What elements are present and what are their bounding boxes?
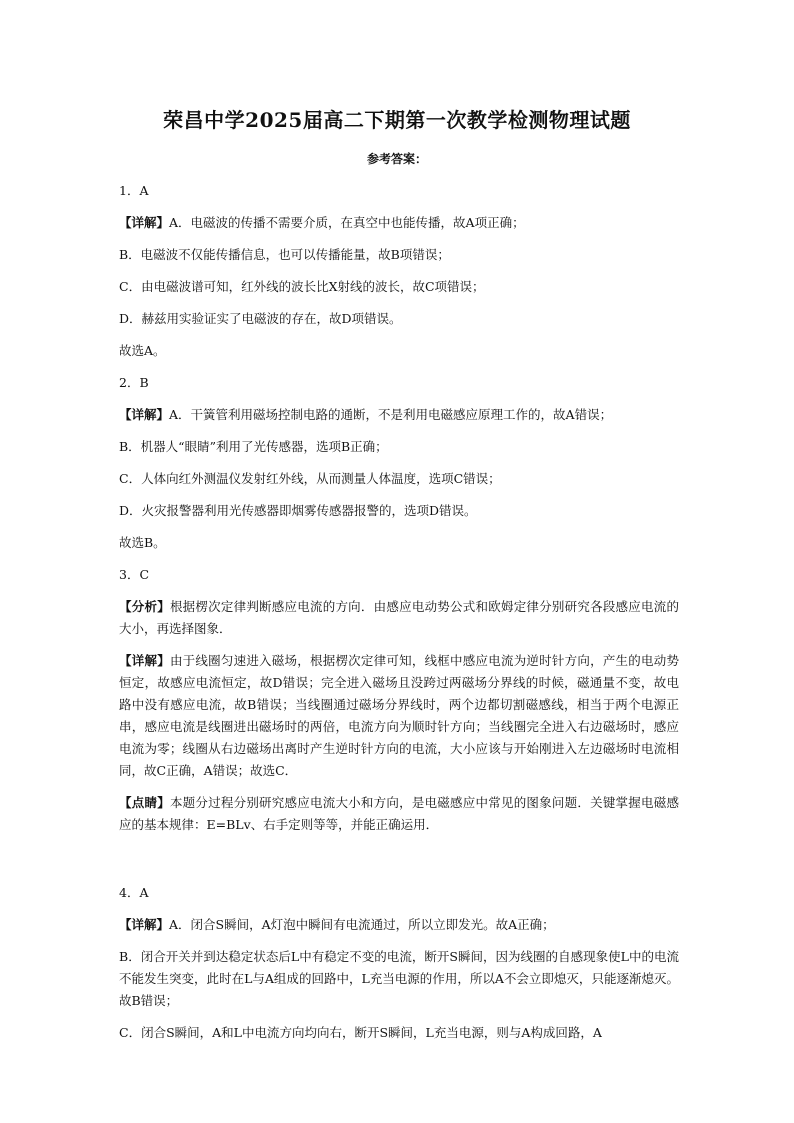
q4-option-a <box>119 914 679 936</box>
q1-detail-tag: 【详解】 <box>119 215 170 230</box>
q3-detail-text: 由于线圈匀速进入磁场，根据楞次定律可知，线框中感应电流为逆时针方向，产生的电动势恒定，故感应电流恒定，故D错误；完全进入磁场且没跨过两磁场分界线的时候，磁通量不变，故电路中没有感应电流，故B错误；当线圈通过磁场分界线时，两个边都切割磁感线，相当于两个电源正串，感应电流是线圈进出磁场时的两倍，电流方向为顺时针方向；当线圈完全进入右边磁场时，感应电流为零；线圈从右边磁场出离时产生逆时针方向的电流，大小应该与开始刚进入左边磁场时电流相同，故C正确，A错误；故选C． <box>119 653 679 778</box>
q1-option-c: C．由电磁波谱可知，红外线的波长比X射线的波长，故C项错误； <box>119 279 485 294</box>
q2-answer-number: 2．B <box>119 375 149 390</box>
q4-detail-tag: 【详解】 <box>119 917 170 932</box>
q4-answer-number: 4．A <box>119 885 149 900</box>
q1-option-d: D．赫兹用实验证实了电磁波的存在，故D项错误。 <box>119 311 402 326</box>
q2-option-b: B．机器人“眼睛”利用了光传感器，选项B正确； <box>119 439 388 454</box>
document-title: 荣昌中学2025届高二下期第一次教学检测物理试题 <box>163 108 631 132</box>
q1-answer-number: 1．A <box>119 183 149 198</box>
q3-comment <box>119 792 679 836</box>
q3-comment-tag: 【点睛】 <box>119 795 170 810</box>
q2-conclusion: 故选B。 <box>119 535 166 550</box>
q2-option-a <box>119 404 679 426</box>
q4-option-b: B．闭合开关并到达稳定状态后L中有稳定不变的电流，断开S瞬间，因为线圈的自感现象使L中的电流不能发生突变，此时在L与A组成的回路中，L充当电源的作用，所以A不会立即熄灭，只能逐渐熄灭。故B错误； <box>119 949 679 1008</box>
q4-option-c: C．闭合S瞬间，A和L中电流方向均向右，断开S瞬间，L充当电源，则与A构成回路，A <box>119 1025 602 1040</box>
q1-option-b: B．电磁波不仅能传播信息，也可以传播能量，故B项错误； <box>119 247 450 262</box>
section-spacer <box>119 846 679 882</box>
answer-key-heading: 参考答案： <box>366 152 427 166</box>
answer-content <box>119 180 679 1054</box>
q3-analysis <box>119 596 679 640</box>
q2-detail-tag: 【详解】 <box>119 407 170 422</box>
q1-option-a-text: A．电磁波的传播不需要介质，在真空中也能传播，故A项正确； <box>169 215 525 230</box>
q2-option-c: C．人体向红外测温仪发射红外线，从而测量人体温度，选项C错误； <box>119 471 501 486</box>
q3-analysis-text: 根据楞次定律判断感应电流的方向．由感应电动势公式和欧姆定律分别研究各段感应电流的大小，再选择图象． <box>119 599 679 636</box>
q1-option-a <box>119 212 679 234</box>
q3-answer-number: 3．C <box>119 567 150 582</box>
q3-detail <box>119 650 679 782</box>
q3-comment-text: 本题分过程分别研究感应电流大小和方向，是电磁感应中常见的图象问题．关键掌握电磁感应的基本规律：E=BLv、右手定则等等，并能正确运用． <box>119 795 679 832</box>
q4-option-a-text: A．闭合S瞬间，A灯泡中瞬间有电流通过，所以立即发光。故A正确； <box>169 917 555 932</box>
q3-detail-tag: 【详解】 <box>119 653 170 668</box>
q2-option-d: D．火灾报警器利用光传感器即烟雾传感器报警的，选项D错误。 <box>119 503 477 518</box>
q1-conclusion: 故选A。 <box>119 343 166 358</box>
q2-option-a-text: A．干簧管利用磁场控制电路的通断，不是利用电磁感应原理工作的，故A错误； <box>169 407 613 422</box>
q3-analysis-tag: 【分析】 <box>119 599 170 614</box>
